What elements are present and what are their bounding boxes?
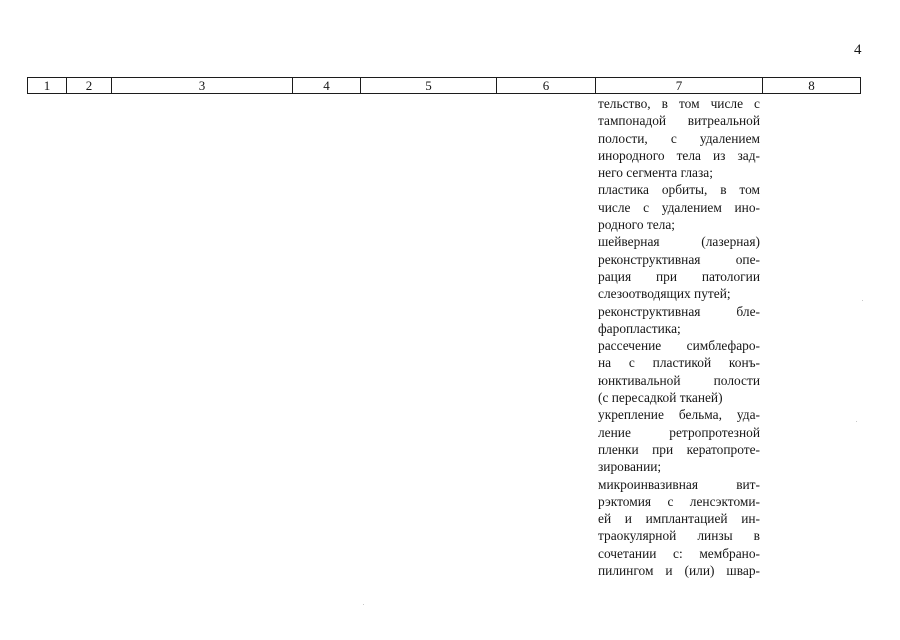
column-7-line: родного тела;	[598, 217, 676, 233]
column-7-line: тельство, в том числе с	[598, 96, 760, 111]
column-7-line: тампонадой витреальной	[598, 113, 760, 129]
column-7-text	[598, 95, 760, 579]
table-column-numbers-row	[27, 77, 861, 94]
column-7-line: него сегмента глаза;	[598, 165, 713, 181]
column-7-line: слезоотводящих путей;	[598, 286, 731, 302]
scan-speck	[856, 421, 857, 422]
column-number-3: 3	[112, 78, 293, 93]
column-7-line: зировании;	[598, 459, 662, 475]
column-7-line: сочетании с: мембрано-	[598, 545, 760, 561]
column-7-line: полости, с удалением	[598, 130, 760, 146]
column-number-4: 4	[293, 78, 361, 93]
page-number: 4	[854, 42, 862, 58]
column-number-8: 8	[808, 78, 815, 93]
column-7-line: реконструктивная опе-	[598, 251, 760, 267]
column-7-line: реконструктивная бле-	[598, 303, 760, 319]
column-7-line: укрепление бельма, уда-	[598, 407, 760, 423]
column-7-line: рация при патологии	[598, 268, 760, 284]
column-7-line: (с пересадкой тканей)	[598, 390, 723, 406]
column-7-line: ей и имплантацией ин-	[598, 511, 760, 527]
column-number-7: 7	[596, 78, 763, 93]
column-7-line: микроинвазивная вит-	[598, 476, 760, 492]
column-7-line: траокулярной линзы в	[598, 528, 760, 544]
column-7-line: шейверная (лазерная)	[598, 234, 760, 250]
column-7-line: юнктивальной полости	[598, 372, 760, 388]
column-7-line: рассечение симблефаро-	[598, 338, 760, 354]
scan-speck	[363, 604, 364, 605]
column-7-line: пленки при кератопроте-	[598, 441, 760, 457]
column-7-line: числе с удалением ино-	[598, 199, 760, 215]
column-number-1: 1	[28, 78, 67, 93]
column-7-line: фаропластика;	[598, 320, 681, 336]
column-7-line: ление ретропротезной	[598, 424, 760, 440]
column-7-line: пилингом и (или) швар-	[598, 563, 760, 579]
column-number-6: 6	[497, 78, 596, 93]
column-number-2: 2	[67, 78, 112, 93]
column-7-line: пластика орбиты, в том	[598, 182, 760, 198]
column-7-line: инородного тела из зад-	[598, 147, 760, 163]
scan-speck	[862, 300, 863, 301]
column-7-line: рэктомия с ленсэктоми-	[598, 493, 760, 509]
column-7-line: на с пластикой конъ-	[598, 355, 760, 371]
column-number-5: 5	[361, 78, 497, 93]
